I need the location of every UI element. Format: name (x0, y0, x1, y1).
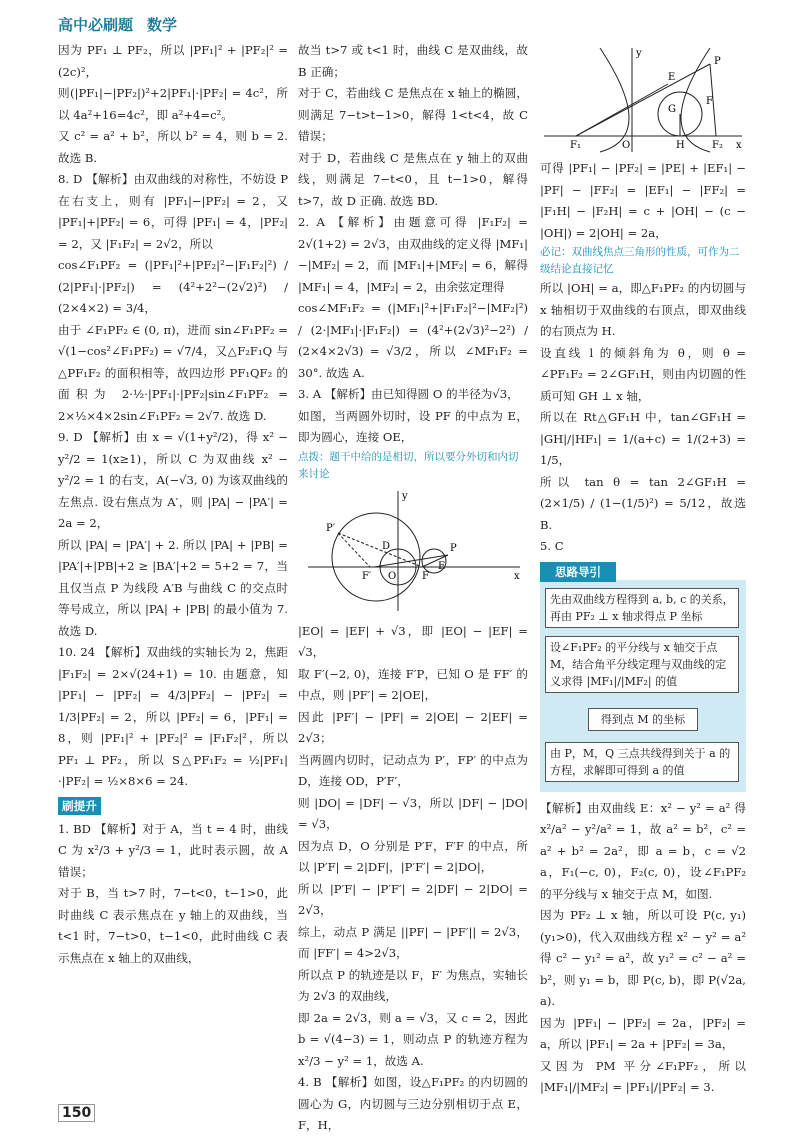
circle-figure (298, 487, 528, 617)
fig2-label-f1: F₁ (570, 140, 581, 151)
paragraph: 对于 D，若曲线 C 是焦点在 y 轴上的双曲线，则满足 7−t<0，且 t−1>0，解得 t>7，故 D 正确. 故选 BD. (298, 150, 528, 208)
flow-step-2: 设∠F₁PF₂ 的平分线与 x 轴交于点 M，结合角平分线定理与双曲线的定义求得 |MF₁|/|MF₂| 的值 (545, 636, 739, 693)
paragraph: 取 F′(−2, 0)，连接 F′P，已知 O 是 FF′ 的中点，则 |PF′| = 2|OE|， (298, 666, 528, 702)
flow-step-1: 先由双曲线方程得到 a, b, c 的关系，再由 PF₂ ⊥ x 轴求得点 P 坐标 (545, 588, 739, 628)
section-label: 刷提升 (58, 797, 101, 815)
paragraph: 即 2a = 2√3，则 a = √3，又 c = 2，因此 b = √(4−3) = 1，则动点 P 的轨迹方程为 x²/3 − y² = 1，故选 A. (298, 1010, 528, 1068)
subject-title: 数学 (147, 15, 178, 34)
page-header (58, 12, 177, 36)
paragraph: |EO| = |EF| + √3，即 |EO| − |EF| = √3， (298, 623, 528, 659)
paragraph: 所以在 Rt△GF₁H 中，tan∠GF₁H = |GH|/|HF₁| = 1/(a+c) = 1/(2+3) = 1/5， (540, 410, 746, 467)
paragraph: 可得 |PF₁| − |PF₂| = |PE| + |EF₁| − |PF| − |FF₂| = |EF₁| − |FF₂| = |F₁H| − |F₂H| = c + |OH| − (c − |OH|) = 2|OH| = 2a， (540, 161, 746, 240)
paragraph: 综上，动点 P 满足 ||PF| − |PF′|| = 2√3，而 |FF′| = 4>2√3， (298, 924, 528, 960)
paragraph: 因为点 D，O 分别是 P′F，F′F 的中点，所以 |P′F| = 2|DF|，|P′F′| = 2|DO|， (298, 838, 528, 874)
fig1-label-pp: P′ (326, 522, 335, 534)
answer-8-cos: cos∠F₁PF₂ = (|PF₁|²+|PF₂|²−|F₁F₂|²) / (2|PF₁|·|PF₂|) = (4²+2²−(2√2)²) / (2×4×2) = 3/4， (58, 258, 288, 315)
fig1-label-f: F (422, 570, 429, 582)
paragraph: 又 c² = a² + b²，所以 b² = 4，则 b = 2. 故选 B. (58, 129, 288, 165)
paragraph: 则 |DO| = |DF| − √3，所以 |DF| − |DO| = √3， (298, 795, 528, 831)
fig2-label-e: E (668, 72, 676, 83)
answer-9: 9. D 【解析】由 x = √(1+y²/2)，得 x² − y²/2 = 1(x≥1)，所以 C 为双曲线 x² − y²/2 = 1 的右支，A(−√3, 0) 为该双曲线的左焦点. 设右焦点为 A′，则 |PA| − |PA′| = 2a = 2， (58, 430, 288, 530)
fig2-label-o: O (622, 140, 631, 151)
fig2-label-x: x (736, 140, 742, 151)
paragraph: 所以 tan θ = tan 2∠GF₁H = (2×1/5) / (1−(1/5)²) = 5/12，故选 B. (540, 474, 746, 532)
fig2-label-f2: F₂ (712, 140, 723, 151)
flow-step-4: 由 P，M，Q 三点共线得到关于 a 的方程，求解即可得到 a 的值 (545, 742, 739, 782)
hyperbola-figure (540, 44, 746, 154)
answer-2-cos: cos∠MF₁F₂ = (|MF₁|²+|F₁F₂|²−|MF₂|²) / (2·|MF₁|·|F₁F₂|) = (4²+(2√3)²−2²) / (2×4×2√3) = √3/2，所以 ∠MF₁F₂ = 30°. 故选 A. (298, 301, 528, 380)
column-3 (540, 40, 746, 1099)
fig1-label-o: O (388, 570, 397, 582)
paragraph: 【解析】由双曲线 E：x² − y² = a² 得 x²/a² − y²/a² = 1，故 a² = b²，c² = a² + b² = 2a²，即 a = b，c = √2 a，F₁(−c, 0)，F₂(c, 0)，设∠F₁PF₂ 的平分线与 x 轴交于点 M，如图. (540, 800, 746, 901)
answer-2: 2. A 【解析】由题意可得 |F₁F₂| = 2√(1+2) = 2√3，由双曲线的定义得 |MF₁|−|MF₂| = 2，而 |MF₁|+|MF₂| = 6，解得 |MF₁| = 4，|MF₂| = 2，由余弦定理得 (298, 215, 528, 294)
answer-8-sin: 由于 ∠F₁PF₂ ∈ (0, π)，进而 sin∠F₁PF₂ = √(1−cos²∠F₁PF₂) = √7/4，又△F₂F₁Q 与△PF₁F₂ 的面积相等，故四边形 PF₁QF₂ 的面积为 2·½·|PF₁|·|PF₂|sin∠F₁PF₂ = 2×½×4×2sin∠F₁PF₂ = 2√7. 故选 D. (58, 322, 288, 423)
paragraph: 故当 t>7 或 t<1 时，曲线 C 是双曲线，故 B 正确； (298, 43, 528, 79)
fig1-label-e: E (438, 560, 446, 572)
fig1-label-d: D (382, 540, 391, 552)
fig2-label-h: H (676, 140, 685, 151)
paragraph: 对于 C，若曲线 C 是焦点在 x 轴上的椭圆，则满足 7−t>t−1>0，解得 1<t<4，故 C 错误； (298, 86, 528, 143)
paragraph: 所以 |P′F| − |P′F′| = 2|DF| − 2|DO| = 2√3， (298, 881, 528, 917)
answer-4: 4. B 【解析】如图，设△F₁PF₂ 的内切圆的圆心为 G，内切圆与三边分别相切于点 E，F，H， (298, 1075, 528, 1132)
fig2-label-p: P (714, 56, 721, 67)
flowchart (540, 562, 746, 792)
fig1-label-p: P (450, 542, 457, 554)
flowchart-title: 思路导引 (540, 562, 616, 582)
answer-5: 5. C (540, 539, 564, 553)
paragraph: 当两圆内切时，记动点为 P′，FP′ 的中点为 D，连接 OD，P′F′， (298, 752, 528, 788)
answer-9-cont: 所以 |PA| = |PA′| + 2. 所以 |PA| + |PB| = |PA′|+|PB|+2 ≥ |BA′|+2 = 5+2 = 7，当且仅当点 P 为线段 A′B 与曲线 C 的交点时等号成立，所以 |PA| + |PB| 的最小值为 7. 故选 D. (58, 537, 288, 638)
page-number: 150 (58, 1104, 95, 1122)
paragraph: 因为 PF₁ ⊥ PF₂，所以 |PF₁|² + |PF₂|² = (2c)²， (58, 43, 288, 79)
paragraph: 所以 |OH| = a，即△F₁PF₂ 的内切圆与 x 轴相切于双曲线的右顶点，即双曲线的右顶点为 H. (540, 281, 746, 338)
column-1 (58, 40, 288, 969)
paragraph: 又因为 PM 平分∠F₁PF₂，所以 |MF₁|/|MF₂| = |PF₁|/|PF₂| = 3. (540, 1058, 746, 1094)
fig1-label-fp: F′ (362, 570, 372, 582)
memo-note: 必记：双曲线焦点三角形的性质，可作为二级结论直接记忆 (540, 246, 740, 275)
fig2-label-y: y (636, 48, 642, 59)
column-2 (298, 40, 528, 1137)
paragraph: 则(|PF₁|−|PF₂|)²+2|PF₁|·|PF₂| = 4c²，所以 4a²+16=4c²，即 a²+4=c²。 (58, 86, 288, 122)
paragraph: 因为 PF₂ ⊥ x 轴，所以可设 P(c, y₁)(y₁>0)，代入双曲线方程 x² − y² = a² 得 c² − y₁² = a²，故 y₁² = c² − a² = b²，则 y₁ = b，即 P(c, b)，即 P(√2a, a). (540, 908, 746, 1008)
answer-8: 8. D 【解析】由双曲线的对称性，不妨设 P 在右支上，则有 |PF₁|−|PF₂| = 2，又 |PF₁|+|PF₂| = 6，可得 |PF₁| = 4，|PF₂| = 2，又 |F₁F₂| = 2√2，所以 (58, 172, 288, 251)
paragraph: 因为 |PF₁| − |PF₂| = 2a，|PF₂| = a，所以 |PF₁| = 2a + |PF₂| = 3a， (540, 1015, 746, 1051)
paragraph: 因此 |PF′| − |PF| = 2|OE| − 2|EF| = 2√3； (298, 709, 528, 745)
hint-note: 点拨：题干中给的是相切，所以要分外切和内切来讨论 (298, 450, 519, 480)
paragraph: 设直线 l 的倾斜角为 θ，则 θ = ∠PF₁F₂ = 2∠GF₁H，则由内切圆的性质可知 GH ⊥ x 轴， (540, 345, 746, 403)
fig1-label-y: y (402, 490, 408, 502)
fig2-label-f: F (706, 96, 713, 107)
answer-3: 3. A 【解析】由已知得圆 O 的半径为√3， (298, 387, 519, 401)
fig2-label-g: G (668, 104, 676, 115)
flow-step-3: 得到点 M 的坐标 (588, 708, 698, 731)
answer-1-cont: 对于 B，当 t>7 时，7−t<0，t−1>0，此时曲线 C 表示焦点在 y 轴上的双曲线，当 t<1 时，7−t>0，t−1<0，此时曲线 C 表示焦点在 x 轴上的双曲线， (58, 886, 288, 965)
answer-10: 10. 24 【解析】双曲线的实轴长为 2，焦距 |F₁F₂| = 2×√(24+1) = 10. 由题意，知 |PF₁| − |PF₂| = 4/3|PF₂| − |PF₂| = 1/3|PF₂| = 2，所以 |PF₂| = 6，|PF₁| = 8，则 |PF₁|² + |PF₂|² = |F₁F₂|²，所以 PF₁ ⊥ PF₂，所以 S△PF₁F₂ = ½|PF₁|·|PF₂| = ½×8×6 = 24. (58, 645, 288, 788)
paragraph: 所以点 P 的轨迹是以 F，F′ 为焦点，实轴长为 2√3 的双曲线， (298, 967, 528, 1003)
answer-1: 1. BD 【解析】对于 A，当 t = 4 时，曲线 C 为 x²/3 + y²/3 = 1，此时表示圆，故 A 错误； (58, 821, 288, 879)
book-title: 高中必刷题 (58, 15, 134, 34)
paragraph: 如图，当两圆外切时，设 PF 的中点为 E，即为圆心，连接 OE， (298, 408, 528, 444)
fig1-label-x: x (514, 570, 520, 582)
